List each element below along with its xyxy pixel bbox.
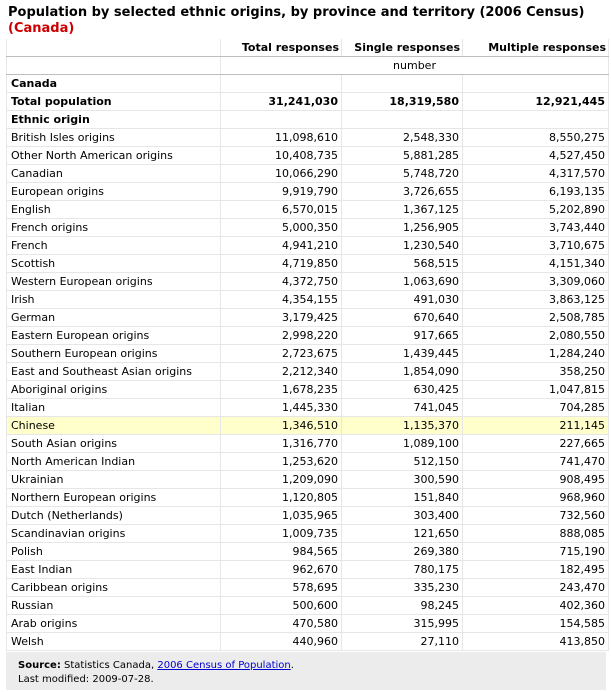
- cell-multiple-responses: 1,284,240: [463, 345, 609, 363]
- unit-label: number: [221, 57, 609, 75]
- cell-multiple-responses: 3,710,675: [463, 237, 609, 255]
- cell-single-responses: 917,665: [342, 327, 463, 345]
- cell-multiple-responses: 888,085: [463, 525, 609, 543]
- table-row: [7, 579, 609, 597]
- table-row: [7, 615, 609, 633]
- census-link[interactable]: 2006 Census of Population: [157, 660, 291, 671]
- cell-single-responses: 315,995: [342, 615, 463, 633]
- cell-multiple-responses: 358,250: [463, 363, 609, 381]
- total-multiple-responses: 12,921,445: [463, 93, 609, 111]
- total-single-responses: 18,319,580: [342, 93, 463, 111]
- cell-multiple-responses: 715,190: [463, 543, 609, 561]
- cell-multiple-responses: 1,047,815: [463, 381, 609, 399]
- cell-multiple-responses: 5,202,890: [463, 201, 609, 219]
- row-label: English: [7, 201, 221, 219]
- cell-total-responses: 3,179,425: [221, 309, 342, 327]
- cell-single-responses: 5,748,720: [342, 165, 463, 183]
- title-region: (Canada): [8, 21, 75, 36]
- cell-total-responses: 4,941,210: [221, 237, 342, 255]
- cell-total-responses: 4,354,155: [221, 291, 342, 309]
- header-multiple-responses: Multiple responses: [463, 39, 609, 57]
- table-row: [7, 237, 609, 255]
- title-text: Population by selected ethnic origins, by province and territory (2006 Census): [8, 5, 585, 20]
- table-row: [7, 381, 609, 399]
- table-row: [7, 201, 609, 219]
- group-blank: [342, 111, 463, 129]
- row-label: Caribbean origins: [7, 579, 221, 597]
- cell-total-responses: 1,316,770: [221, 435, 342, 453]
- row-label: Aboriginal origins: [7, 381, 221, 399]
- cell-total-responses: 440,960: [221, 633, 342, 651]
- table-row: [7, 309, 609, 327]
- cell-multiple-responses: 3,309,060: [463, 273, 609, 291]
- cell-multiple-responses: 3,863,125: [463, 291, 609, 309]
- cell-multiple-responses: 908,495: [463, 471, 609, 489]
- cell-multiple-responses: 4,317,570: [463, 165, 609, 183]
- group-blank: [463, 111, 609, 129]
- header-total-responses: Total responses: [221, 39, 342, 57]
- row-label: British Isles origins: [7, 129, 221, 147]
- cell-single-responses: 1,135,370: [342, 417, 463, 435]
- cell-multiple-responses: 211,145: [463, 417, 609, 435]
- cell-multiple-responses: 2,508,785: [463, 309, 609, 327]
- row-label: French origins: [7, 219, 221, 237]
- cell-single-responses: 27,110: [342, 633, 463, 651]
- cell-single-responses: 630,425: [342, 381, 463, 399]
- table-row: [7, 273, 609, 291]
- cell-total-responses: 1,209,090: [221, 471, 342, 489]
- cell-single-responses: 300,590: [342, 471, 463, 489]
- cell-total-responses: 2,723,675: [221, 345, 342, 363]
- cell-multiple-responses: 3,743,440: [463, 219, 609, 237]
- cell-total-responses: 1,678,235: [221, 381, 342, 399]
- cell-multiple-responses: 227,665: [463, 435, 609, 453]
- footer: [6, 652, 606, 690]
- source-text: Statistics Canada,: [64, 660, 155, 671]
- cell-single-responses: 335,230: [342, 579, 463, 597]
- row-label: Scottish: [7, 255, 221, 273]
- row-label: Other North American origins: [7, 147, 221, 165]
- section-blank: [221, 75, 342, 93]
- unit-blank: [7, 57, 221, 75]
- table-row: [7, 525, 609, 543]
- row-label: East and Southeast Asian origins: [7, 363, 221, 381]
- source-label: Source:: [18, 660, 61, 671]
- table-row: [7, 327, 609, 345]
- page-title: [8, 5, 608, 37]
- table-row: [7, 543, 609, 561]
- row-label: European origins: [7, 183, 221, 201]
- row-label: Southern European origins: [7, 345, 221, 363]
- cell-total-responses: 2,212,340: [221, 363, 342, 381]
- table-body: [7, 75, 609, 651]
- cell-single-responses: 303,400: [342, 507, 463, 525]
- cell-single-responses: 151,840: [342, 489, 463, 507]
- cell-total-responses: 1,035,965: [221, 507, 342, 525]
- cell-total-responses: 11,098,610: [221, 129, 342, 147]
- table-row: [7, 129, 609, 147]
- population-table: [6, 39, 609, 651]
- total-row: [7, 93, 609, 111]
- cell-total-responses: 10,066,290: [221, 165, 342, 183]
- cell-single-responses: 1,063,690: [342, 273, 463, 291]
- row-label: East Indian: [7, 561, 221, 579]
- cell-multiple-responses: 732,560: [463, 507, 609, 525]
- row-label: South Asian origins: [7, 435, 221, 453]
- section-blank: [342, 75, 463, 93]
- cell-single-responses: 491,030: [342, 291, 463, 309]
- cell-single-responses: 1,854,090: [342, 363, 463, 381]
- group-blank: [221, 111, 342, 129]
- table-row: [7, 183, 609, 201]
- table-row: [7, 291, 609, 309]
- cell-multiple-responses: 968,960: [463, 489, 609, 507]
- row-label: Italian: [7, 399, 221, 417]
- cell-total-responses: 500,600: [221, 597, 342, 615]
- cell-single-responses: 568,515: [342, 255, 463, 273]
- table-row: [7, 435, 609, 453]
- section-row: [7, 75, 609, 93]
- row-label: North American Indian: [7, 453, 221, 471]
- table-row: [7, 561, 609, 579]
- cell-single-responses: 98,245: [342, 597, 463, 615]
- cell-multiple-responses: 154,585: [463, 615, 609, 633]
- row-label: Russian: [7, 597, 221, 615]
- cell-multiple-responses: 413,850: [463, 633, 609, 651]
- cell-single-responses: 1,367,125: [342, 201, 463, 219]
- cell-single-responses: 121,650: [342, 525, 463, 543]
- table-row: [7, 417, 609, 435]
- cell-single-responses: 780,175: [342, 561, 463, 579]
- row-label: Welsh: [7, 633, 221, 651]
- cell-single-responses: 1,230,540: [342, 237, 463, 255]
- cell-total-responses: 1,346,510: [221, 417, 342, 435]
- total-label: Total population: [7, 93, 221, 111]
- row-label: Ukrainian: [7, 471, 221, 489]
- cell-total-responses: 10,408,735: [221, 147, 342, 165]
- table-row: [7, 399, 609, 417]
- cell-total-responses: 578,695: [221, 579, 342, 597]
- row-label: Chinese: [7, 417, 221, 435]
- table-row: [7, 147, 609, 165]
- table-row: [7, 345, 609, 363]
- header-blank: [7, 39, 221, 57]
- table-row: [7, 255, 609, 273]
- header-row: [7, 39, 609, 57]
- row-label: Arab origins: [7, 615, 221, 633]
- cell-total-responses: 470,580: [221, 615, 342, 633]
- cell-multiple-responses: 4,527,450: [463, 147, 609, 165]
- row-label: Northern European origins: [7, 489, 221, 507]
- table-row: [7, 363, 609, 381]
- table-row: [7, 219, 609, 237]
- row-label: Polish: [7, 543, 221, 561]
- section-label: Canada: [7, 75, 221, 93]
- table-row: [7, 471, 609, 489]
- cell-single-responses: 5,881,285: [342, 147, 463, 165]
- cell-total-responses: 9,919,790: [221, 183, 342, 201]
- table-row: [7, 453, 609, 471]
- cell-single-responses: 1,256,905: [342, 219, 463, 237]
- cell-single-responses: 670,640: [342, 309, 463, 327]
- cell-total-responses: 1,445,330: [221, 399, 342, 417]
- cell-single-responses: 1,089,100: [342, 435, 463, 453]
- group-label: Ethnic origin: [7, 111, 221, 129]
- cell-total-responses: 2,998,220: [221, 327, 342, 345]
- row-label: Scandinavian origins: [7, 525, 221, 543]
- table-row: [7, 633, 609, 651]
- cell-total-responses: 5,000,350: [221, 219, 342, 237]
- header-single-responses: Single responses: [342, 39, 463, 57]
- cell-total-responses: 4,719,850: [221, 255, 342, 273]
- cell-total-responses: 962,670: [221, 561, 342, 579]
- cell-multiple-responses: 6,193,135: [463, 183, 609, 201]
- cell-multiple-responses: 4,151,340: [463, 255, 609, 273]
- total-total-responses: 31,241,030: [221, 93, 342, 111]
- cell-single-responses: 512,150: [342, 453, 463, 471]
- cell-total-responses: 1,253,620: [221, 453, 342, 471]
- table-row: [7, 597, 609, 615]
- cell-single-responses: 3,726,655: [342, 183, 463, 201]
- cell-total-responses: 1,009,735: [221, 525, 342, 543]
- group-row: [7, 111, 609, 129]
- cell-multiple-responses: 704,285: [463, 399, 609, 417]
- cell-total-responses: 1,120,805: [221, 489, 342, 507]
- cell-single-responses: 1,439,445: [342, 345, 463, 363]
- cell-single-responses: 269,380: [342, 543, 463, 561]
- table-row: [7, 165, 609, 183]
- cell-multiple-responses: 2,080,550: [463, 327, 609, 345]
- row-label: Canadian: [7, 165, 221, 183]
- row-label: French: [7, 237, 221, 255]
- table-row: [7, 507, 609, 525]
- row-label: Western European origins: [7, 273, 221, 291]
- cell-multiple-responses: 182,495: [463, 561, 609, 579]
- source-end: .: [290, 660, 294, 671]
- row-label: Eastern European origins: [7, 327, 221, 345]
- last-modified: Last modified: 2009-07-28.: [18, 674, 154, 685]
- cell-multiple-responses: 741,470: [463, 453, 609, 471]
- cell-single-responses: 2,548,330: [342, 129, 463, 147]
- row-label: Irish: [7, 291, 221, 309]
- table-row: [7, 489, 609, 507]
- cell-total-responses: 984,565: [221, 543, 342, 561]
- cell-single-responses: 741,045: [342, 399, 463, 417]
- section-blank: [463, 75, 609, 93]
- cell-total-responses: 6,570,015: [221, 201, 342, 219]
- row-label: German: [7, 309, 221, 327]
- cell-multiple-responses: 402,360: [463, 597, 609, 615]
- unit-row: [7, 57, 609, 75]
- row-label: Dutch (Netherlands): [7, 507, 221, 525]
- cell-multiple-responses: 243,470: [463, 579, 609, 597]
- cell-total-responses: 4,372,750: [221, 273, 342, 291]
- cell-multiple-responses: 8,550,275: [463, 129, 609, 147]
